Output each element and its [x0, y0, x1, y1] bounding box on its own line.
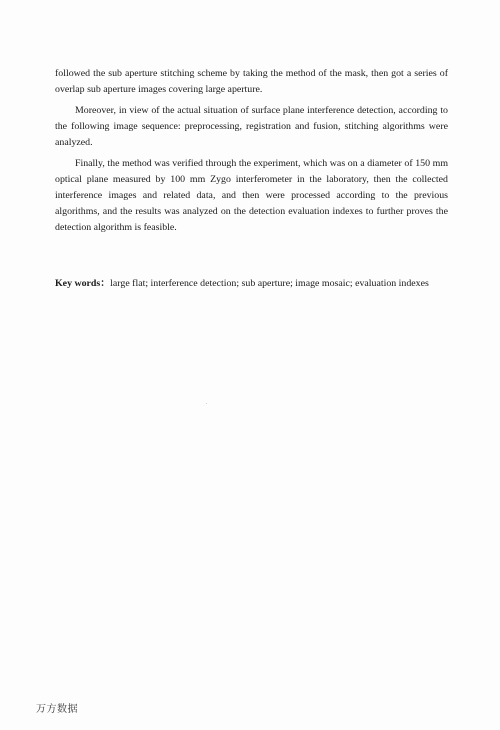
abstract-paragraph-moreover: Moreover, in view of the actual situation of surface plane interference detection, according to the following image sequence: preprocessing, registration and fusion, stitching algorithms were analyzed.	[55, 105, 448, 148]
abstract-body	[55, 66, 448, 241]
keywords-text: large flat; interference detection; sub aperture; image mosaic; evaluation indexes	[110, 278, 429, 289]
abstract-paragraph-finally: Finally, the method was verified through the experiment, which was on a diameter of 150 mm optical plane measured by 100 mm Zygo interferometer in the laboratory, then the collected interference images and related data, and then were processed according to the previous algorithms, and the results was analyzed on the detection evaluation indexes to further proves the detection algorithm is feasible.	[55, 158, 448, 233]
footer-watermark: 万方数据	[36, 704, 78, 715]
keywords-label: Key words：	[55, 278, 111, 289]
scan-speck	[206, 403, 207, 404]
keywords-line	[55, 277, 455, 291]
abstract-paragraph-continuation: followed the sub aperture stitching scheme by taking the method of the mask, then got a series of overlap sub aperture images covering large aperture.	[55, 68, 448, 95]
